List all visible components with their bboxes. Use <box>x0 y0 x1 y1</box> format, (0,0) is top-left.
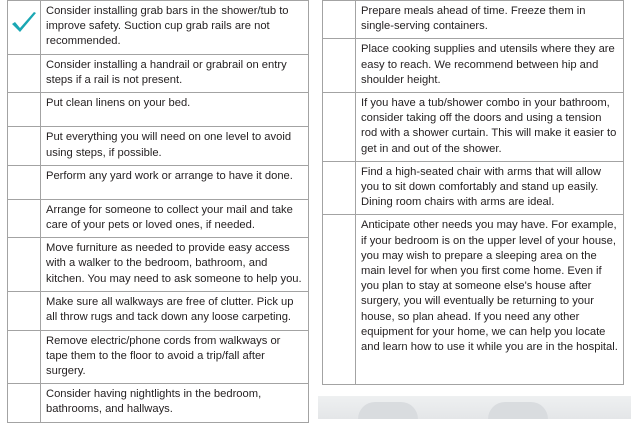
left-checklist-table <box>7 0 309 423</box>
checklist-item-text: Prepare meals ahead of time. Freeze them in single-serving containers. <box>356 1 624 39</box>
background-photo-strip <box>318 396 631 419</box>
checklist-item-text: Remove electric/phone cords from walkways or tape them to the floor to avoid a trip/fall after surgery. <box>41 330 309 384</box>
checkbox-cell[interactable] <box>323 161 356 215</box>
checklist-row <box>8 238 309 292</box>
checklist-item-text: Arrange for someone to collect your mail and take care of your pets or loved ones, if needed. <box>41 199 309 237</box>
right-checklist-table <box>322 0 624 385</box>
checkbox-cell[interactable] <box>323 1 356 39</box>
checklist-row <box>8 330 309 384</box>
right-checklist-column <box>322 0 624 385</box>
checklist-row <box>323 93 624 162</box>
checklist-row <box>8 127 309 165</box>
checklist-row <box>8 199 309 237</box>
left-checklist-column <box>7 0 309 423</box>
checkbox-cell[interactable] <box>8 384 41 422</box>
checkbox-cell[interactable] <box>8 1 41 55</box>
checkbox-cell[interactable] <box>8 292 41 330</box>
checkbox-cell[interactable] <box>8 93 41 127</box>
checklist-row <box>8 93 309 127</box>
checklist-row <box>8 384 309 422</box>
checklist-item-text: Place cooking supplies and utensils where they are easy to reach. We recommend between hip and shoulder height. <box>356 39 624 93</box>
checkbox-cell[interactable] <box>8 55 41 93</box>
checklist-item-text: Perform any yard work or arrange to have it done. <box>41 165 309 199</box>
checklist-row <box>323 215 624 385</box>
checklist-row <box>8 165 309 199</box>
checklist-item-text: Move furniture as needed to provide easy access with a walker to the bedroom, bathroom, and kitchen. You may need to ask someone to help you. <box>41 238 309 292</box>
checkbox-cell[interactable] <box>323 215 356 385</box>
photo-shape <box>358 402 418 419</box>
checklist-item-text: Consider having nightlights in the bedroom, bathrooms, and hallways. <box>41 384 309 422</box>
checklist-item-text: Consider installing a handrail or grabrail on entry steps if a rail is not present. <box>41 55 309 93</box>
checklist-item-text: Put everything you will need on one level to avoid using steps, if possible. <box>41 127 309 165</box>
checkbox-cell[interactable] <box>323 39 356 93</box>
checkbox-cell[interactable] <box>8 127 41 165</box>
checkbox-cell[interactable] <box>8 330 41 384</box>
checkbox-cell[interactable] <box>8 199 41 237</box>
checklist-row <box>323 1 624 39</box>
checklist-row <box>8 55 309 93</box>
checklist-row <box>323 39 624 93</box>
checklist-item-text: Consider installing grab bars in the shower/tub to improve safety. Suction cup grab rails are not recommended. <box>41 1 309 55</box>
checklist-item-text: Anticipate other needs you may have. For example, if your bedroom is on the upper level of your house, you may wish to prepare a sleeping area on the main level for when you first come home. Even if you plan to stay at someone else's house after surgery, you will eventually be returning to your house, so plan ahead. If you need any other equipment for your home, we can help you locate and learn how to use it while you are in the hospital. <box>356 215 624 385</box>
checkbox-cell[interactable] <box>8 238 41 292</box>
checklist-row <box>323 161 624 215</box>
checkbox-cell[interactable] <box>323 93 356 162</box>
checklist-row <box>8 1 309 55</box>
photo-shape <box>488 402 548 419</box>
checkmark-icon <box>10 11 38 35</box>
checklist-row <box>8 292 309 330</box>
checkbox-cell[interactable] <box>8 165 41 199</box>
checklist-item-text: Find a high-seated chair with arms that will allow you to sit down comfortably and stand up easily. Dining room chairs with arms are ideal. <box>356 161 624 215</box>
checklist-item-text: If you have a tub/shower combo in your bathroom, consider taking off the doors and using a tension rod with a shower curtain. This will make it easier to get in and out of the shower. <box>356 93 624 162</box>
checklist-item-text: Put clean linens on your bed. <box>41 93 309 127</box>
checklist-item-text: Make sure all walkways are free of clutter. Pick up all throw rugs and tack down any loose carpeting. <box>41 292 309 330</box>
